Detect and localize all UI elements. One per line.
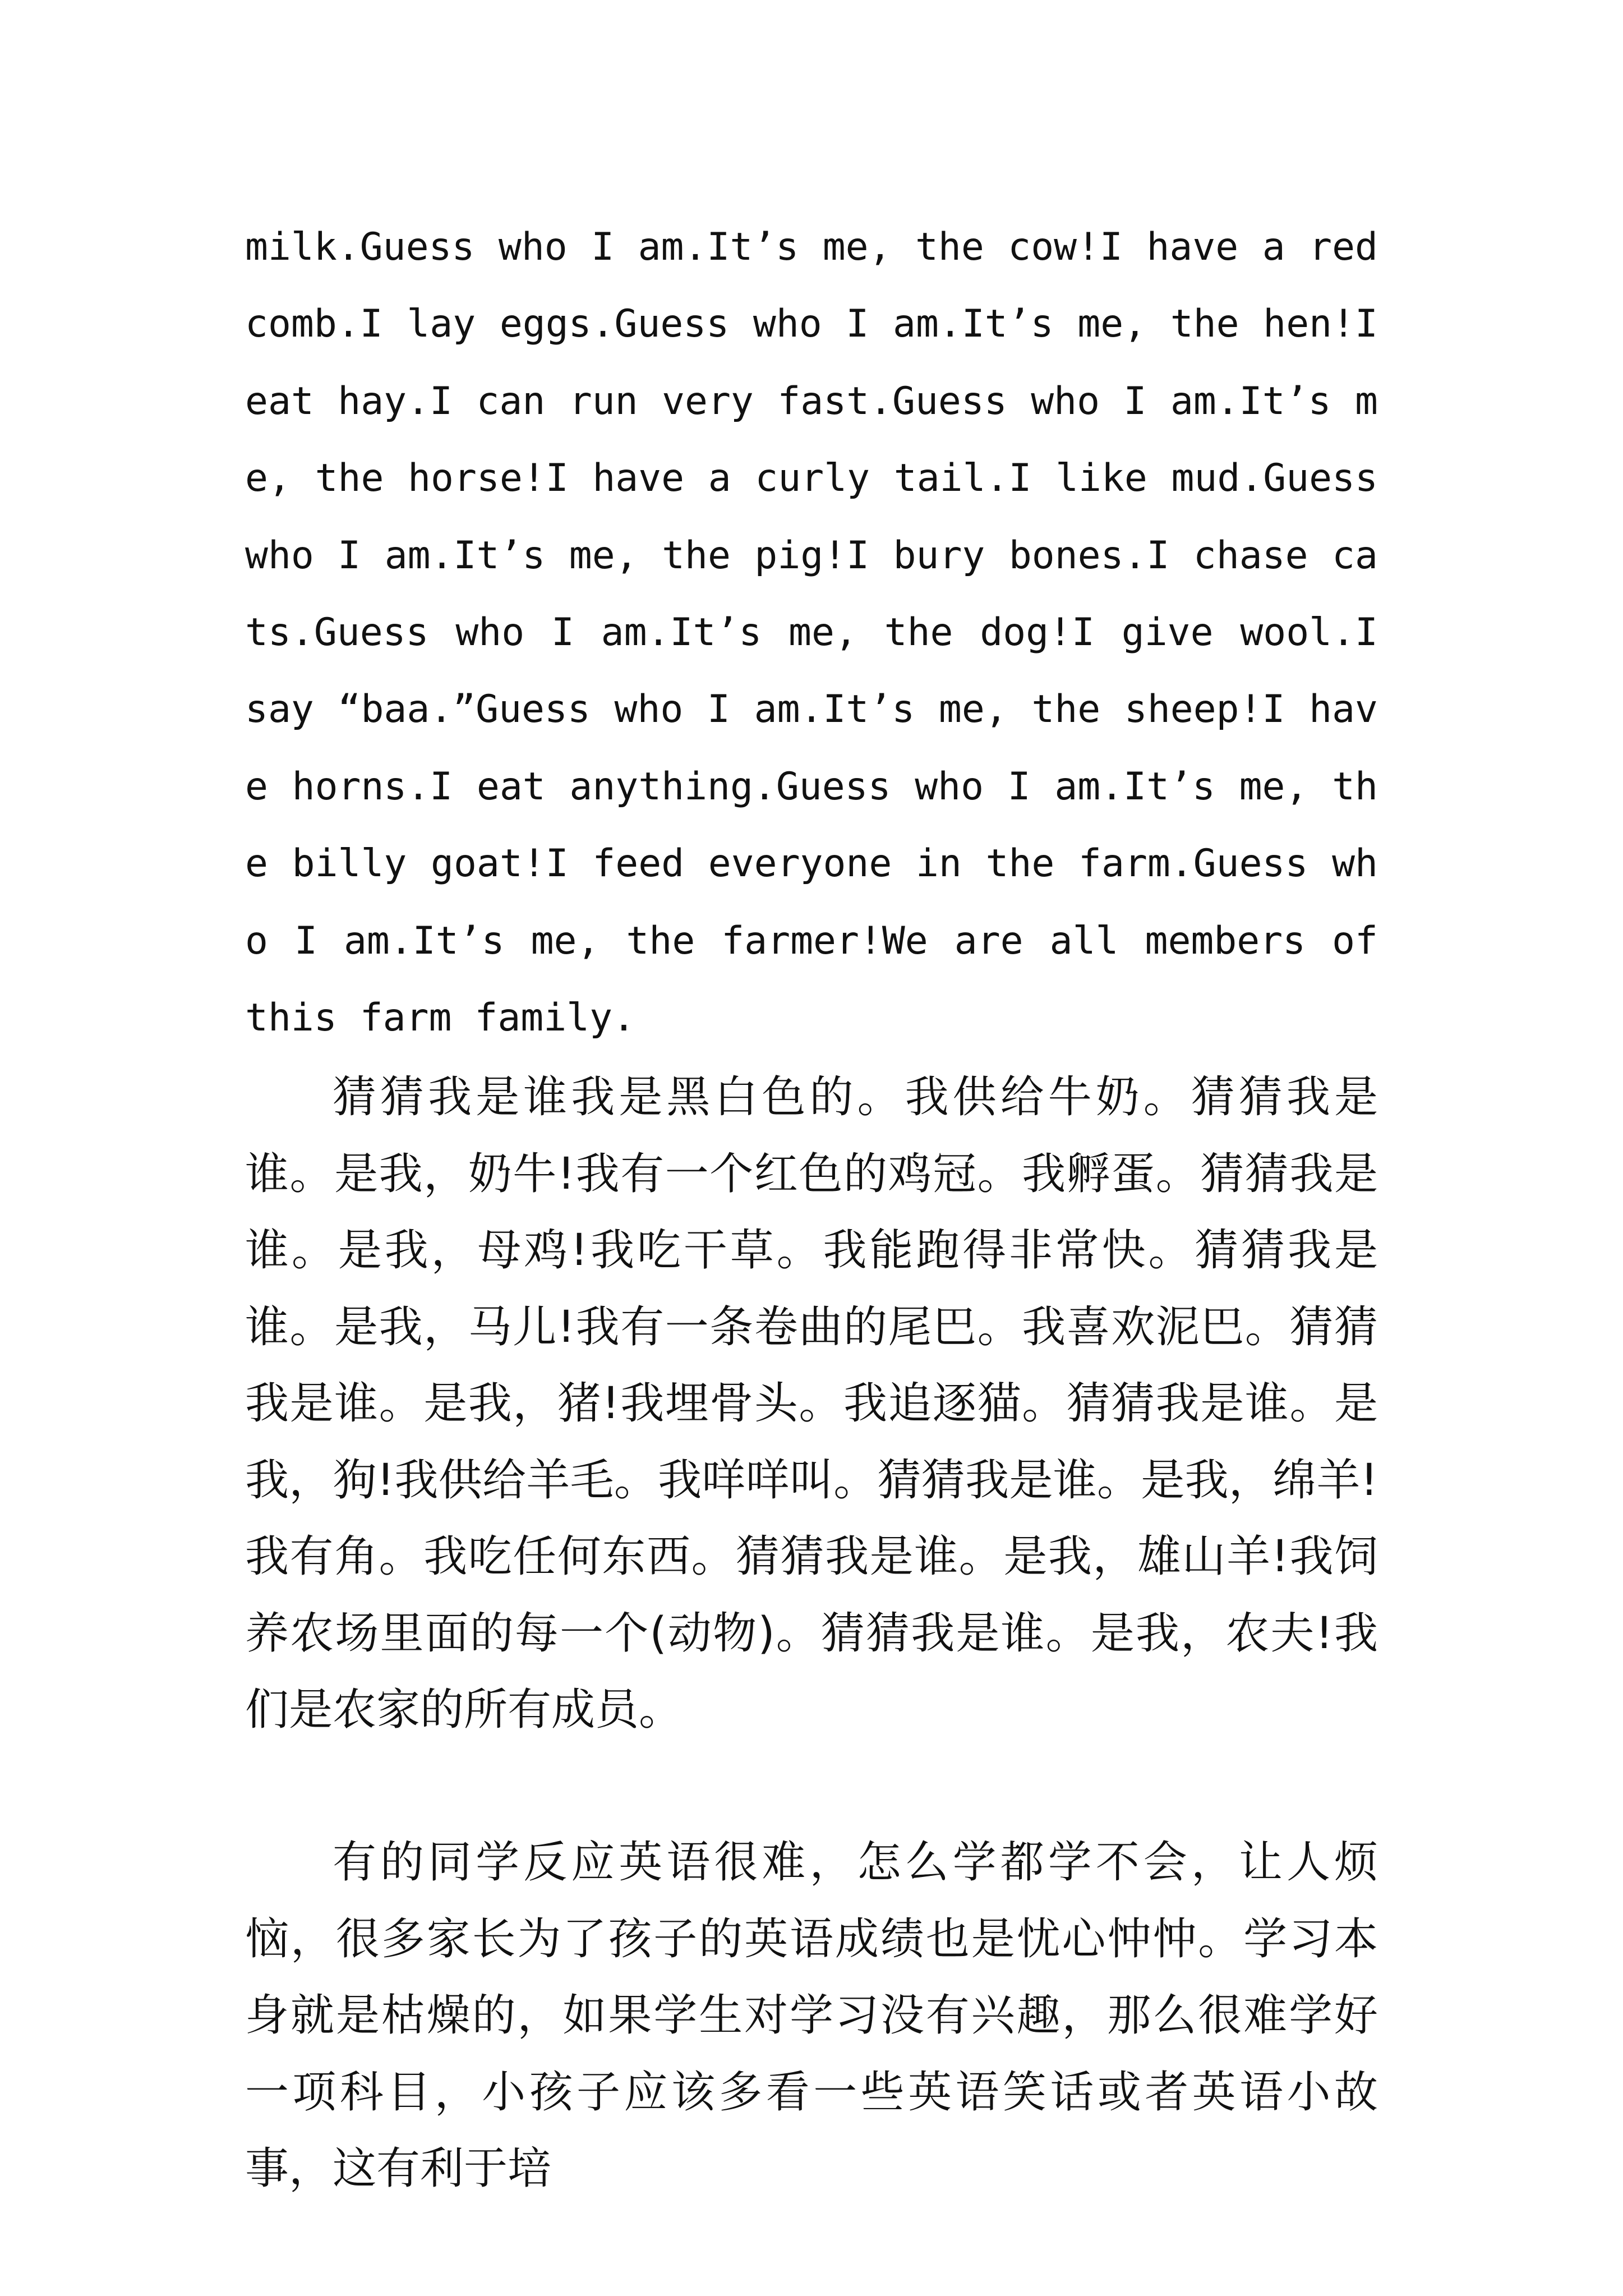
chinese-translation-paragraph: 猜猜我是谁我是黑白色的。我供给牛奶。猜猜我是谁。是我，奶牛!我有一个红色的鸡冠。我孵蛋。猜猜我是谁。是我，母鸡!我吃干草。我能跑得非常快。猜猜我是谁。是我，马儿!我有一条卷曲的尾巴。我喜欢泥巴。猜猜我是谁。是我，猪!我埋骨头。我追逐猫。猜猜我是谁。是我，狗!我供给羊毛。我咩咩叫。猜猜我是谁。是我，绵羊!我有角。我吃任何东西。猜猜我是谁。是我，雄山羊!我饲养农场里面的每一个(动物)。猜猜我是谁。是我，农夫!我们是农家的所有成员。 (245, 1072, 1378, 1735)
closing-paragraph: 有的同学反应英语很难，怎么学都学不会，让人烦恼，很多家长为了孩子的英语成绩也是忧心忡忡。学习本身就是枯燥的，如果学生对学习没有兴趣，那么很难学好一项科目，小孩子应该多看一些英语笑话或者英语小故事，这有利于培 (245, 1837, 1378, 2194)
english-story-paragraph: milk.Guess who I am.It’s me, the cow!I have a red comb.I lay eggs.Guess who I am.It’s me, the hen!I eat hay.I can run very fast.Guess who I am.It’s me, the horse!I have a curly tail.I like mud.Guess who I am.It’s me, the pig!I bury bones.I chase cats.Guess who I am.It’s me, the dog!I give wool.I say “baa.”Guess who I am.It’s me, the sheep!I have horns.I eat anything.Guess who I am.It’s me, the billy goat!I feed everyone in the farm.Guess who I am.It’s me, the farmer!We are all members of this farm family. (245, 225, 1378, 1041)
